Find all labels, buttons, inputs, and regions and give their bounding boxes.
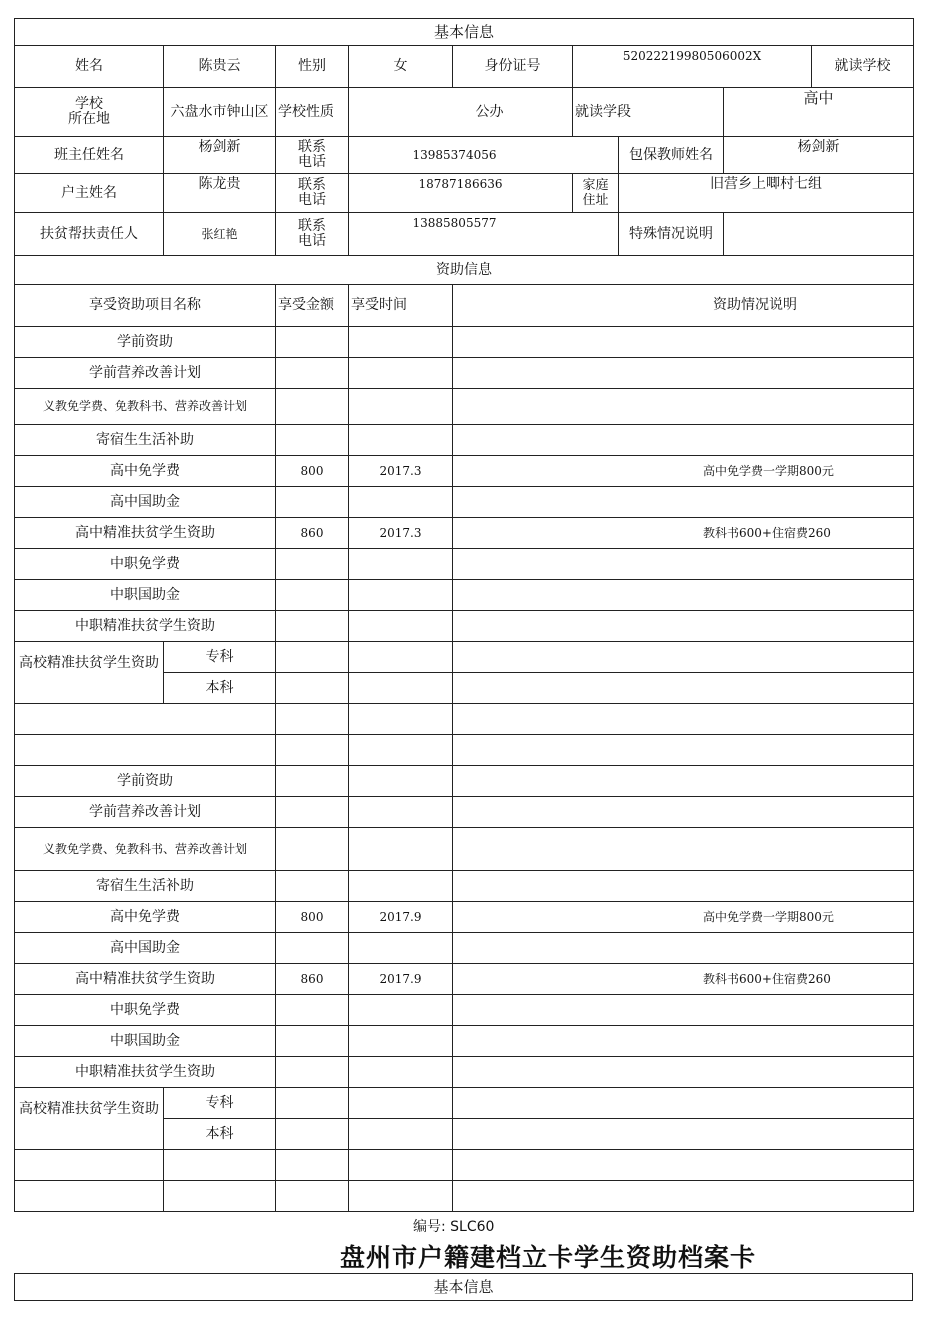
aid-row xyxy=(15,425,914,456)
aid-amount xyxy=(276,358,349,389)
aid-amount xyxy=(276,611,349,642)
id-number: 52022219980506002X xyxy=(573,46,812,88)
header-project: 享受资助项目名称 xyxy=(15,285,276,327)
aid-project-name: 高中国助金 xyxy=(15,487,276,518)
empty-cell xyxy=(349,1150,453,1181)
aid-amount xyxy=(276,580,349,611)
college-row xyxy=(15,642,914,673)
school-location-label-text: 学校 所在地 xyxy=(68,96,110,127)
archive-card xyxy=(14,18,913,1212)
aid-time xyxy=(349,766,453,797)
aid-desc xyxy=(453,871,914,902)
aid-amount xyxy=(276,487,349,518)
aid-time: 2017.9 xyxy=(349,902,453,933)
aid-time xyxy=(349,358,453,389)
card-code: 编号: SLC60 xyxy=(413,1219,495,1235)
aid-desc: 教科书600+住宿费260 xyxy=(453,518,914,549)
aid-desc xyxy=(453,1057,914,1088)
aid-time xyxy=(349,549,453,580)
school-location-label xyxy=(15,88,164,137)
aid-time xyxy=(349,425,453,456)
blank-row xyxy=(15,1150,914,1181)
card-title: 盘州市户籍建档立卡学生资助档案卡 xyxy=(340,1243,757,1272)
section-aid-info: 资助信息 xyxy=(15,256,914,285)
teacher-name: 杨剑新 xyxy=(164,137,276,174)
empty-cell xyxy=(276,1088,349,1119)
address-value: 旧营乡上唧村七组 xyxy=(619,174,914,213)
aid-row xyxy=(15,964,914,995)
aid-project-name: 寄宿生生活补助 xyxy=(15,425,276,456)
aid-amount: 800 xyxy=(276,456,349,487)
section-basic-info-next: 基本信息 xyxy=(15,1274,913,1301)
aid-project-name: 中职精准扶贫学生资助 xyxy=(15,611,276,642)
name-label: 姓名 xyxy=(15,46,164,88)
header-time: 享受时间 xyxy=(349,285,453,327)
empty-cell xyxy=(453,1119,914,1150)
aid-desc xyxy=(453,797,914,828)
empty-cell xyxy=(453,673,914,704)
aid-desc xyxy=(453,389,914,425)
empty-cell xyxy=(349,704,453,735)
empty-cell xyxy=(276,1119,349,1150)
aid-project-name: 中职免学费 xyxy=(15,995,276,1026)
header-desc: 资助情况说明 xyxy=(453,285,914,327)
aid-project-name: 学前资助 xyxy=(15,766,276,797)
aid-amount xyxy=(276,871,349,902)
aid-desc xyxy=(453,1026,914,1057)
school-type: 公办 xyxy=(349,88,573,137)
responsible-phone: 13885805577 xyxy=(349,213,619,256)
empty-cell xyxy=(164,1181,276,1212)
gender-value: 女 xyxy=(349,46,453,88)
empty-cell xyxy=(453,1181,914,1212)
empty-cell xyxy=(349,735,453,766)
aid-amount xyxy=(276,1026,349,1057)
responsible-phone-label xyxy=(276,213,349,256)
special-value xyxy=(724,213,914,256)
aid-desc: 教科书600+住宿费260 xyxy=(453,964,914,995)
school-label: 就读学校 xyxy=(812,46,914,88)
aid-time xyxy=(349,933,453,964)
empty-cell xyxy=(276,673,349,704)
aid-desc xyxy=(453,425,914,456)
school-location: 六盘水市钟山区 xyxy=(164,88,276,137)
section-basic-info: 基本信息 xyxy=(15,19,914,46)
address-label-text: 家庭 住址 xyxy=(582,178,609,208)
header-amount: 享受金额 xyxy=(276,285,349,327)
aid-time xyxy=(349,1057,453,1088)
address-label xyxy=(573,174,619,213)
aid-time: 2017.3 xyxy=(349,518,453,549)
aid-amount: 800 xyxy=(276,902,349,933)
aid-row xyxy=(15,389,914,425)
aid-row xyxy=(15,995,914,1026)
basic-info-table xyxy=(14,18,914,256)
id-label: 身份证号 xyxy=(453,46,573,88)
stage-label: 就读学段 xyxy=(573,88,724,137)
aid-amount xyxy=(276,549,349,580)
name-value: 陈贵云 xyxy=(164,46,276,88)
responsible-label: 扶贫帮扶责任人 xyxy=(15,213,164,256)
empty-cell xyxy=(15,735,276,766)
aid-desc xyxy=(453,358,914,389)
aid-row xyxy=(15,549,914,580)
aid-row xyxy=(15,902,914,933)
aid-desc xyxy=(453,487,914,518)
aid-time xyxy=(349,828,453,871)
responsible-name: 张红艳 xyxy=(164,213,276,256)
aid-amount xyxy=(276,933,349,964)
aid-time xyxy=(349,871,453,902)
aid-project-name: 高中精准扶贫学生资助 xyxy=(15,964,276,995)
aid-row xyxy=(15,456,914,487)
aid-time xyxy=(349,1026,453,1057)
empty-cell xyxy=(453,735,914,766)
aid-row xyxy=(15,580,914,611)
special-label: 特殊情况说明 xyxy=(619,213,724,256)
aid-info-table xyxy=(14,255,914,327)
aid-project-name: 义教免学费、免教科书、营养改善计划 xyxy=(15,389,276,425)
aid-desc xyxy=(453,580,914,611)
aid-time xyxy=(349,995,453,1026)
empty-cell xyxy=(349,1088,453,1119)
stage-value: 高中 xyxy=(724,88,914,137)
aid-project-name: 寄宿生生活补助 xyxy=(15,871,276,902)
aid-row xyxy=(15,933,914,964)
aid-project-name: 中职免学费 xyxy=(15,549,276,580)
aid-desc xyxy=(453,828,914,871)
aid-time xyxy=(349,389,453,425)
aid-time xyxy=(349,487,453,518)
guarantor-label: 包保教师姓名 xyxy=(619,137,724,174)
teacher-label: 班主任姓名 xyxy=(15,137,164,174)
teacher-phone-label-text: 联系 电话 xyxy=(298,139,326,170)
householder-name: 陈龙贵 xyxy=(164,174,276,213)
empty-cell xyxy=(15,704,276,735)
aid-row xyxy=(15,766,914,797)
college-zhuanke: 专科 xyxy=(164,1088,276,1119)
empty-cell xyxy=(276,735,349,766)
householder-phone-label xyxy=(276,174,349,213)
next-card-header xyxy=(14,1273,913,1301)
aid-time xyxy=(349,797,453,828)
aid-project-name: 义教免学费、免教科书、营养改善计划 xyxy=(15,828,276,871)
aid-amount xyxy=(276,797,349,828)
aid-time xyxy=(349,611,453,642)
empty-cell xyxy=(349,1119,453,1150)
guarantor-name: 杨剑新 xyxy=(724,137,914,174)
teacher-phone-label xyxy=(276,137,349,174)
aid-project-name: 高中精准扶贫学生资助 xyxy=(15,518,276,549)
empty-cell xyxy=(276,704,349,735)
aid-desc: 高中免学费一学期800元 xyxy=(453,456,914,487)
college-label: 高校精准扶贫学生资助 xyxy=(15,1088,164,1150)
empty-cell xyxy=(453,642,914,673)
aid-desc xyxy=(453,766,914,797)
aid-amount: 860 xyxy=(276,964,349,995)
empty-cell xyxy=(349,642,453,673)
aid-project-name: 高中免学费 xyxy=(15,456,276,487)
empty-cell xyxy=(453,1150,914,1181)
aid-amount xyxy=(276,828,349,871)
aid-block-1 xyxy=(14,326,914,766)
empty-cell xyxy=(453,1088,914,1119)
empty-cell xyxy=(164,1150,276,1181)
aid-row xyxy=(15,1026,914,1057)
aid-row xyxy=(15,828,914,871)
aid-time: 2017.9 xyxy=(349,964,453,995)
aid-project-name: 学前营养改善计划 xyxy=(15,358,276,389)
aid-amount xyxy=(276,389,349,425)
aid-row xyxy=(15,797,914,828)
aid-block-2 xyxy=(14,765,914,1212)
aid-time xyxy=(349,327,453,358)
empty-cell xyxy=(276,1150,349,1181)
aid-amount xyxy=(276,1057,349,1088)
aid-project-name: 中职国助金 xyxy=(15,1026,276,1057)
aid-project-name: 高中免学费 xyxy=(15,902,276,933)
responsible-phone-label-text: 联系 电话 xyxy=(298,218,326,249)
aid-row xyxy=(15,327,914,358)
college-benke: 本科 xyxy=(164,673,276,704)
college-row xyxy=(15,1088,914,1119)
aid-desc xyxy=(453,995,914,1026)
aid-amount xyxy=(276,995,349,1026)
empty-cell xyxy=(349,673,453,704)
empty-cell xyxy=(349,1181,453,1212)
householder-phone: 18787186636 xyxy=(349,174,573,213)
blank-row xyxy=(15,704,914,735)
aid-project-name: 学前资助 xyxy=(15,327,276,358)
aid-time xyxy=(349,580,453,611)
school-type-label: 学校性质 xyxy=(276,88,349,137)
aid-amount xyxy=(276,425,349,456)
householder-phone-label-text: 联系 电话 xyxy=(298,177,326,208)
aid-row xyxy=(15,611,914,642)
teacher-phone: 13985374056 xyxy=(349,137,619,174)
aid-project-name: 高中国助金 xyxy=(15,933,276,964)
aid-project-name: 学前营养改善计划 xyxy=(15,797,276,828)
aid-desc xyxy=(453,933,914,964)
aid-project-name: 中职精准扶贫学生资助 xyxy=(15,1057,276,1088)
aid-row xyxy=(15,1057,914,1088)
blank-row xyxy=(15,735,914,766)
college-zhuanke: 专科 xyxy=(164,642,276,673)
householder-label: 户主姓名 xyxy=(15,174,164,213)
aid-desc xyxy=(453,327,914,358)
aid-desc: 高中免学费一学期800元 xyxy=(453,902,914,933)
aid-row xyxy=(15,518,914,549)
aid-project-name: 中职国助金 xyxy=(15,580,276,611)
empty-cell xyxy=(15,1181,164,1212)
aid-desc xyxy=(453,611,914,642)
empty-cell xyxy=(453,704,914,735)
empty-cell xyxy=(276,1181,349,1212)
aid-row xyxy=(15,358,914,389)
aid-amount: 860 xyxy=(276,518,349,549)
college-benke: 本科 xyxy=(164,1119,276,1150)
empty-cell xyxy=(276,642,349,673)
aid-amount xyxy=(276,766,349,797)
gender-label: 性别 xyxy=(276,46,349,88)
empty-cell xyxy=(15,1150,164,1181)
aid-row xyxy=(15,871,914,902)
aid-desc xyxy=(453,549,914,580)
aid-time: 2017.3 xyxy=(349,456,453,487)
aid-amount xyxy=(276,327,349,358)
blank-row xyxy=(15,1181,914,1212)
aid-row xyxy=(15,487,914,518)
college-label: 高校精准扶贫学生资助 xyxy=(15,642,164,704)
